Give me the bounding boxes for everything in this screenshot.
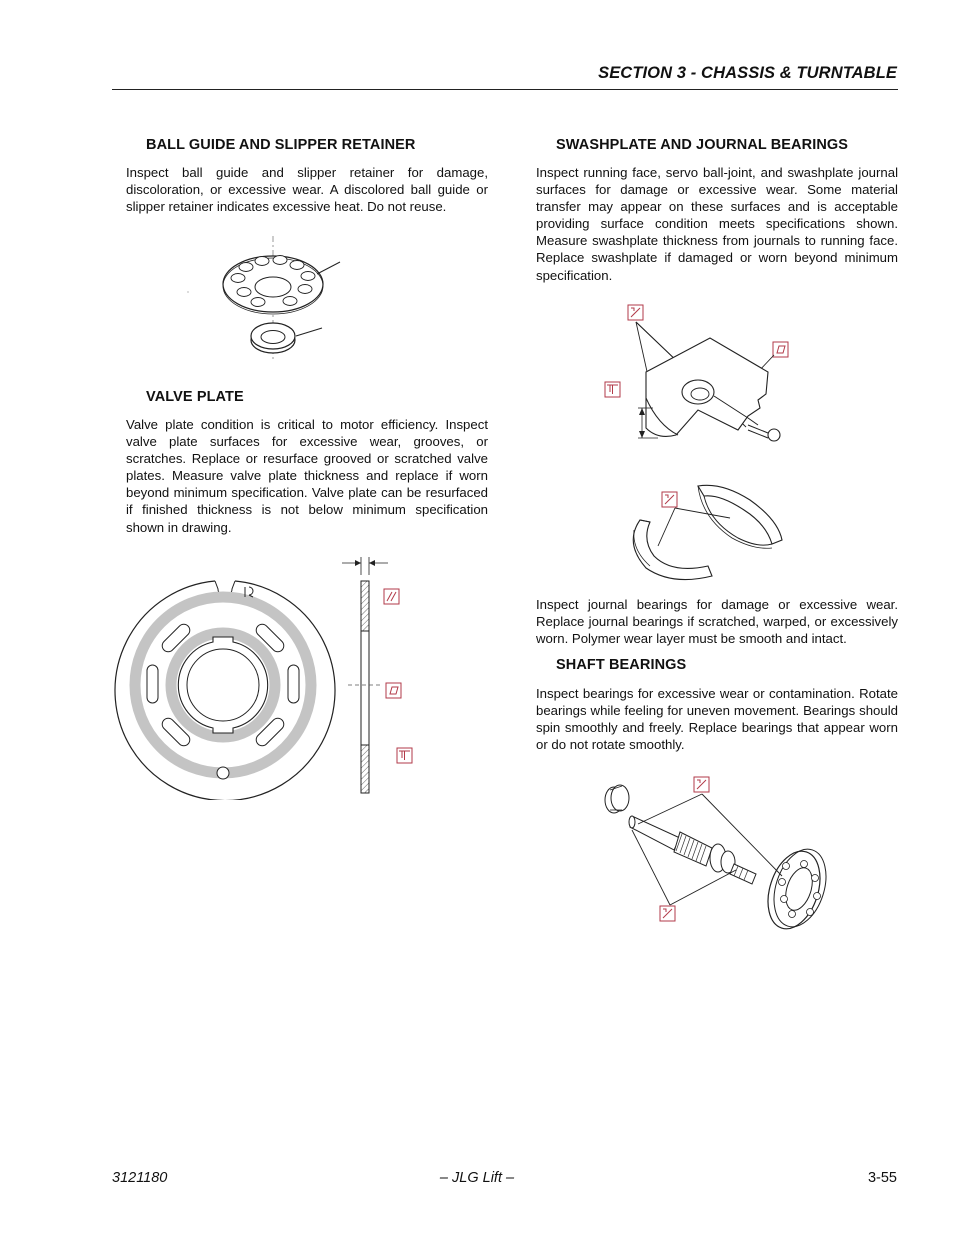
heading-swashplate: SWASHPLATE AND JOURNAL BEARINGS	[556, 137, 849, 153]
footer-page-number: 3-55	[867, 1170, 897, 1186]
heading-ball-guide: BALL GUIDE AND SLIPPER RETAINER	[146, 137, 416, 153]
heading-shaft-bearings: SHAFT BEARINGS	[556, 657, 687, 673]
text-valve-plate: Valve plate condition is critical to motor efficiency. Inspect valve plate surfaces for excessive wear, grooves, or scratches. Replace or resurface grooved or scratched valve plates. Measure valve plate thickness and replace if worn beyond minimum specification. Valve plate can be resurfaced if finished thickness is not below minimum specification shown in drawing.	[126, 417, 488, 535]
text-ball-guide: Inspect ball guide and slipper retainer for damage, discoloration, or excessive wear. A discolored ball guide or slipper retainer indicates excessive heat. Do not reuse.	[126, 165, 488, 215]
ball-guide-figure	[180, 232, 350, 362]
swashplate-figure	[598, 300, 798, 460]
shaft-bearings-figure	[596, 772, 836, 934]
text-swashplate: Inspect running face, servo ball-joint, and swashplate journal surfaces for damage or excessive wear. Some material transfer may appear on these surfaces and is acceptable providing surface condition meets specifications shown. Measure swashplate thickness from journals to running face. Replace swashplate if damaged or worn beyond minimum specification.	[536, 165, 898, 283]
section-title: SECTION 3 - CHASSIS & TURNTABLE	[598, 64, 897, 82]
footer-center: – JLG Lift –	[439, 1170, 515, 1186]
journal-bearings-figure	[620, 478, 800, 588]
heading-valve-plate: VALVE PLATE	[146, 389, 244, 405]
footer-doc-number: 3121180	[112, 1170, 168, 1186]
valve-plate-figure	[110, 555, 430, 800]
text-journal-bearings: Inspect journal bearings for damage or excessive wear. Replace journal bearings if scratched, warped, or excessively worn. Polymer wear layer must be smooth and intact.	[536, 597, 898, 647]
text-shaft-bearings: Inspect bearings for excessive wear or contamination. Rotate bearings while feeling for uneven movement. Bearings should spin smoothly and freely. Replace bearings that appear worn or do not rotate smoothly.	[536, 686, 898, 753]
header-divider	[112, 89, 898, 90]
